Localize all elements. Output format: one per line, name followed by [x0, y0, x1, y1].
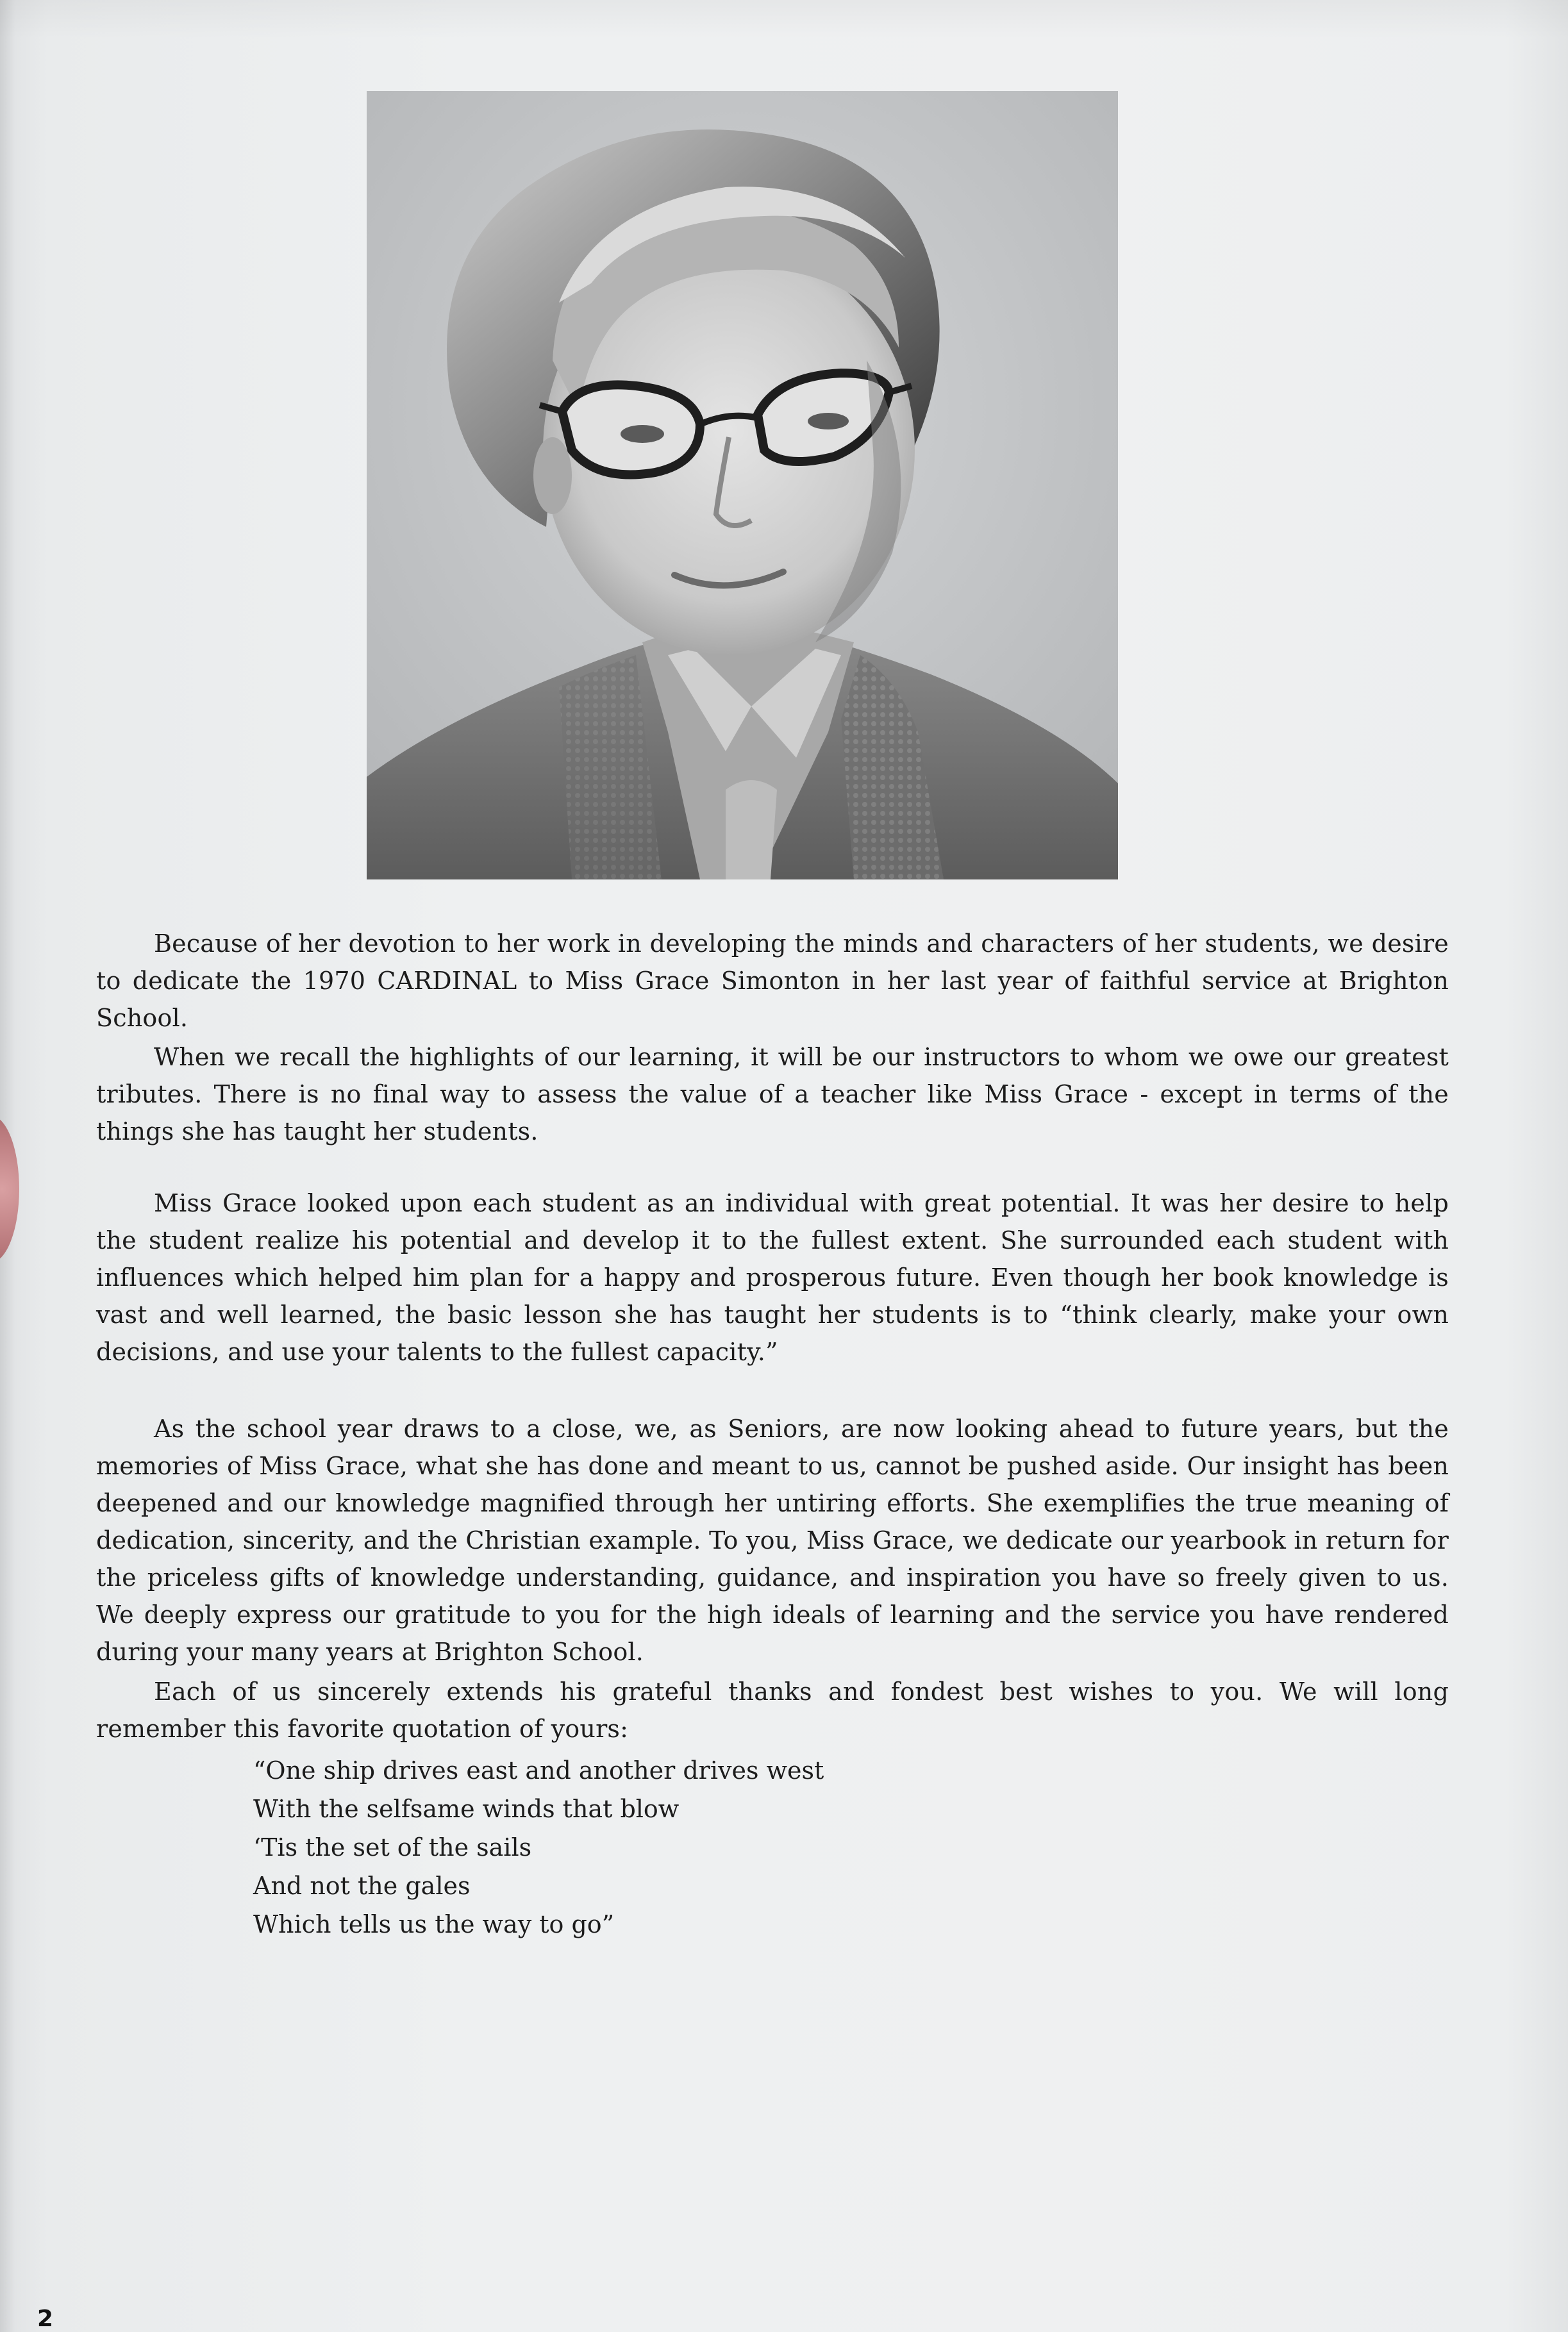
paragraph-text: Because of her devotion to her work in developing the minds and characters of her students, we desire to dedicate the 1970 CARDINAL to Miss Grace Simonton in her last year of faithful service at Brighton School. [96, 929, 1449, 1032]
poem-line: “One ship drives east and another drives west [253, 1756, 824, 1785]
dedication-paragraph-5 [96, 1673, 1449, 1747]
paragraph-text: Each of us sincerely extends his grateful thanks and fondest best wishes to you. We will long remember this favorite quotation of yours: [96, 1678, 1449, 1743]
paragraph-text: Miss Grace looked upon each student as an individual with great potential. It was her desire to help the student realize his potential and develop it to the fullest extent. She surrounded each student with influences which helped him plan for a happy and prosperous future. Even though her book knowledge is vast and well learned, the basic lesson she has taught her students is to “think clearly, make your own decisions, and use your talents to the fullest capacity.” [96, 1189, 1449, 1366]
page-number: 2 [37, 2306, 54, 2332]
portrait-photo [367, 91, 1118, 879]
thumb-mark [0, 1115, 19, 1263]
poem-line: And not the gales [253, 1872, 471, 1900]
poem-line: Which tells us the way to go” [253, 1910, 615, 1938]
dedication-paragraph-2 [96, 1038, 1449, 1150]
page-shadow [0, 0, 1568, 38]
quotation-poem [253, 1751, 824, 1944]
dedication-paragraph-3 [96, 1185, 1449, 1370]
dedication-paragraph-1 [96, 925, 1449, 1037]
paragraph-text: As the school year draws to a close, we, as Seniors, are now looking ahead to future years, but the memories of Miss Grace, what she has done and meant to us, cannot be pushed aside. Our insight has been deepened and our knowledge magnified through her untiring efforts. She exemplifies the true meaning of dedication, sincerity, and the Christian example. To you, Miss Grace, we dedicate our yearbook in return for the priceless gifts of knowledge understanding, guidance, and inspiration you have so freely given to us. We deeply express our gratitude to you for the high ideals of learning and the service you have rendered during your many years at Brighton School. [96, 1415, 1449, 1666]
poem-line: ‘Tis the set of the sails [253, 1833, 532, 1861]
dedication-paragraph-4 [96, 1410, 1449, 1670]
paragraph-text: When we recall the highlights of our learning, it will be our instructors to whom we owe our greatest tributes. There is no final way to assess the value of a teacher like Miss Grace - except in terms of the things she has taught her students. [96, 1043, 1449, 1145]
poem-line: With the selfsame winds that blow [253, 1795, 680, 1823]
